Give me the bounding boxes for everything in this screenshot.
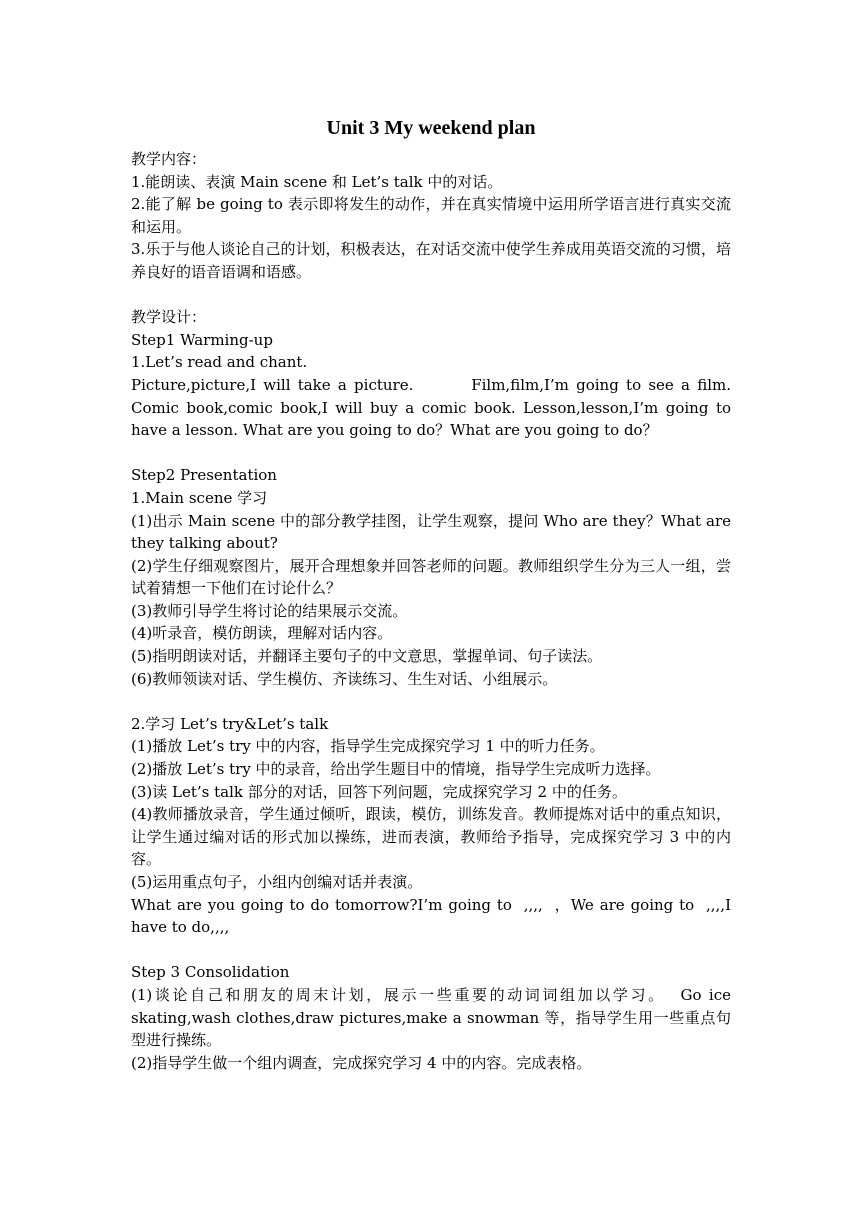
blank-line bbox=[131, 284, 731, 307]
step1-item: 1.Let’s read and chant. bbox=[131, 353, 308, 372]
document-body bbox=[131, 114, 736, 1074]
step2-part2-item: What are you going to do tomorrow?I’m going to ,,,, ，We are going to ,,,,I have to do,,,, bbox=[131, 895, 736, 937]
step2-part1-item: (6)教师领读对话、学生模仿、齐读练习、生生对话、小组展示。 bbox=[131, 669, 558, 688]
blank-line bbox=[131, 690, 731, 713]
goal-item: 3.乐于与他人谈论自己的计划，积极表达，在对话交流中使学生养成用英语交流的习惯，培养良好的语音语调和语感。 bbox=[131, 240, 731, 281]
step1-chant: Picture,picture,I will take a picture. Film,film,I’m going to see a film. Comic book,comic book,I will buy a comic book. Lesson,lesson,I’m going to have a lesson. What are you going to do？What are you going to do？ bbox=[131, 375, 736, 440]
content-heading: 教学内容： bbox=[131, 150, 207, 168]
step2-part2-item: (4)教师播放录音，学生通过倾听，跟读，模仿，训练发音。教师提炼对话中的重点知识，让学生通过编对话的形式加以操练，进而表演，教师给予指导，完成探究学习 3 中的内容。 bbox=[131, 805, 731, 869]
document-title: Unit 3 My weekend plan bbox=[326, 117, 536, 139]
goal-item: 1.能朗读、表演 Main scene 和 Let’s talk 中的对话。 bbox=[131, 172, 503, 191]
step2-part1-item: (1)出示 Main scene 中的部分教学挂图，让学生观察，提问 Who are they？What are they talking about? bbox=[131, 511, 736, 553]
step2-part1-item: (2)学生仔细观察图片，展开合理想象并回答老师的问题。教师组织学生分为三人一组，尝试着猜想一下他们在讨论什么？ bbox=[131, 556, 731, 598]
step2-part1-item: (5)指明朗读对话，并翻译主要句子的中文意思，掌握单词、句子读法。 bbox=[131, 647, 603, 666]
step3-heading: Step 3 Consolidation bbox=[131, 963, 290, 982]
blank-line bbox=[131, 939, 731, 962]
step2-part2-item: (2)播放 Let’s try 中的录音，给出学生题目中的情境，指导学生完成听力选择。 bbox=[131, 760, 661, 779]
step2-part2-item: (1)播放 Let’s try 中的内容，指导学生完成探究学习 1 中的听力任务。 bbox=[131, 737, 605, 756]
step2-heading: Step2 Presentation bbox=[131, 466, 277, 485]
step2-part2-heading: 2.学习 Let’s try&Let’s talk bbox=[131, 714, 329, 733]
step2-part2-item: (5)运用重点句子，小组内创编对话并表演。 bbox=[131, 873, 423, 891]
blank-line bbox=[131, 442, 731, 465]
step2-part1-item: (3)教师引导学生将讨论的结果展示交流。 bbox=[131, 601, 408, 620]
step3-item: (2)指导学生做一个组内调查，完成探究学习 4 中的内容。完成表格。 bbox=[131, 1053, 592, 1072]
step2-part1-item: (4)听录音，模仿朗读，理解对话内容。 bbox=[131, 624, 393, 643]
step2-part1-heading: 1.Main scene 学习 bbox=[131, 488, 268, 507]
step3-item: (1)谈论自己和朋友的周末计划，展示一些重要的动词词组加以学习。 Go ice skating,wash clothes,draw pictures,make a snowman 等，指导学生用一些重点句型进行操练。 bbox=[131, 985, 736, 1050]
step2-part2-item: (3)读 Let’s talk 部分的对话，回答下列问题，完成探究学习 2 中的任务。 bbox=[131, 782, 627, 801]
step1-heading: Step1 Warming-up bbox=[131, 330, 273, 349]
goal-item: 2.能了解 be going to 表示即将发生的动作，并在真实情境中运用所学语言进行真实交流和运用。 bbox=[131, 195, 731, 236]
design-heading: 教学设计： bbox=[131, 308, 207, 327]
